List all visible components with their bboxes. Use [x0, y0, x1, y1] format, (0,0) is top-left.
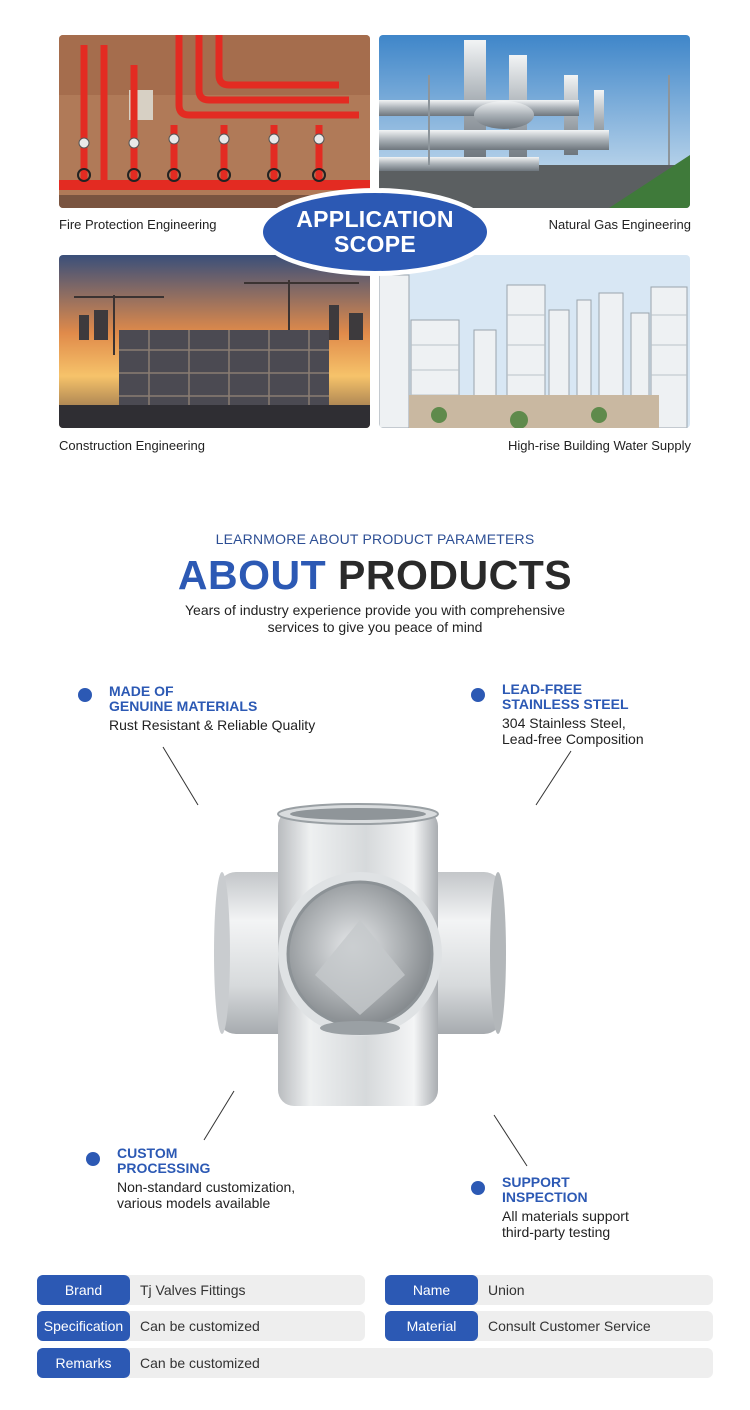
- param-value: Consult Customer Service: [488, 1318, 651, 1334]
- tagline-line-2: services to give you peace of mind: [267, 619, 483, 635]
- feature-title-line: GENUINE MATERIALS: [109, 698, 258, 714]
- feature-desc-line: various models available: [117, 1195, 271, 1211]
- param-label: Specification: [37, 1311, 130, 1341]
- feature-description: [502, 1208, 629, 1240]
- caption-construction: Construction Engineering: [59, 438, 205, 453]
- param-value: Can be customized: [140, 1318, 260, 1334]
- feature-desc-line: Non-standard customization,: [117, 1179, 296, 1195]
- section-tagline: [0, 602, 750, 636]
- construction-image: [59, 255, 370, 428]
- param-row-remarks: [37, 1348, 713, 1378]
- param-label: Brand: [37, 1275, 130, 1305]
- param-value: Union: [488, 1282, 525, 1298]
- bullet-dot: [471, 688, 485, 702]
- param-row-brand: [37, 1275, 365, 1305]
- badge-line-1: APPLICATION: [296, 206, 454, 232]
- feature-custom-processing: [117, 1146, 295, 1211]
- feature-desc-line: Rust Resistant & Reliable Quality: [109, 717, 316, 733]
- feature-desc-line: All materials support: [502, 1208, 629, 1224]
- bullet-dot: [86, 1152, 100, 1166]
- title-about: ABOUT: [177, 552, 327, 598]
- tagline-line-1: Years of industry experience provide you with comprehensive: [184, 602, 566, 618]
- feature-description: [502, 715, 644, 747]
- feature-desc-line: 304 Stainless Steel,: [502, 715, 626, 731]
- param-value: Tj Valves Fittings: [140, 1282, 246, 1298]
- feature-genuine-materials: [109, 684, 315, 733]
- param-row-specification: [37, 1311, 365, 1341]
- caption-fire-protection: Fire Protection Engineering: [59, 217, 217, 232]
- application-scope-badge: [258, 188, 492, 276]
- feature-description: [109, 717, 315, 733]
- feature-title-line: STAINLESS STEEL: [502, 696, 629, 712]
- param-value: Can be customized: [140, 1355, 260, 1371]
- feature-title-line: PROCESSING: [117, 1160, 211, 1176]
- section-subheading: LEARNMORE ABOUT PRODUCT PARAMETERS: [215, 531, 535, 547]
- feature-desc-line: Lead-free Composition: [502, 731, 644, 747]
- caption-high-rise: High-rise Building Water Supply: [507, 438, 691, 453]
- feature-lead-free-steel: [502, 682, 644, 747]
- fire-protection-image: [59, 35, 370, 208]
- feature-title-line: MADE OF: [109, 683, 174, 699]
- feature-title: [502, 682, 644, 712]
- feature-support-inspection: [502, 1175, 629, 1240]
- feature-title-line: LEAD-FREE: [502, 681, 583, 697]
- param-label: Name: [385, 1275, 478, 1305]
- feature-title-line: CUSTOM: [117, 1145, 178, 1161]
- natural-gas-image: [379, 35, 690, 208]
- param-row-material: [385, 1311, 713, 1341]
- param-label: Remarks: [37, 1348, 130, 1378]
- feature-title: [117, 1146, 295, 1176]
- cross-fitting-image: [210, 800, 510, 1112]
- feature-title: [502, 1175, 629, 1205]
- bullet-dot: [471, 1181, 485, 1195]
- section-title: [0, 552, 750, 599]
- feature-description: [117, 1179, 295, 1211]
- feature-title-line: INSPECTION: [502, 1189, 588, 1205]
- param-row-name: [385, 1275, 713, 1305]
- caption-natural-gas: Natural Gas Engineering: [548, 217, 691, 232]
- feature-desc-line: third-party testing: [502, 1224, 611, 1240]
- title-products: PRODUCTS: [338, 552, 573, 598]
- bullet-dot: [78, 688, 92, 702]
- feature-title-line: SUPPORT: [502, 1174, 570, 1190]
- feature-title: [109, 684, 315, 714]
- badge-line-2: SCOPE: [333, 231, 417, 257]
- param-label: Material: [385, 1311, 478, 1341]
- high-rise-image: [379, 255, 690, 428]
